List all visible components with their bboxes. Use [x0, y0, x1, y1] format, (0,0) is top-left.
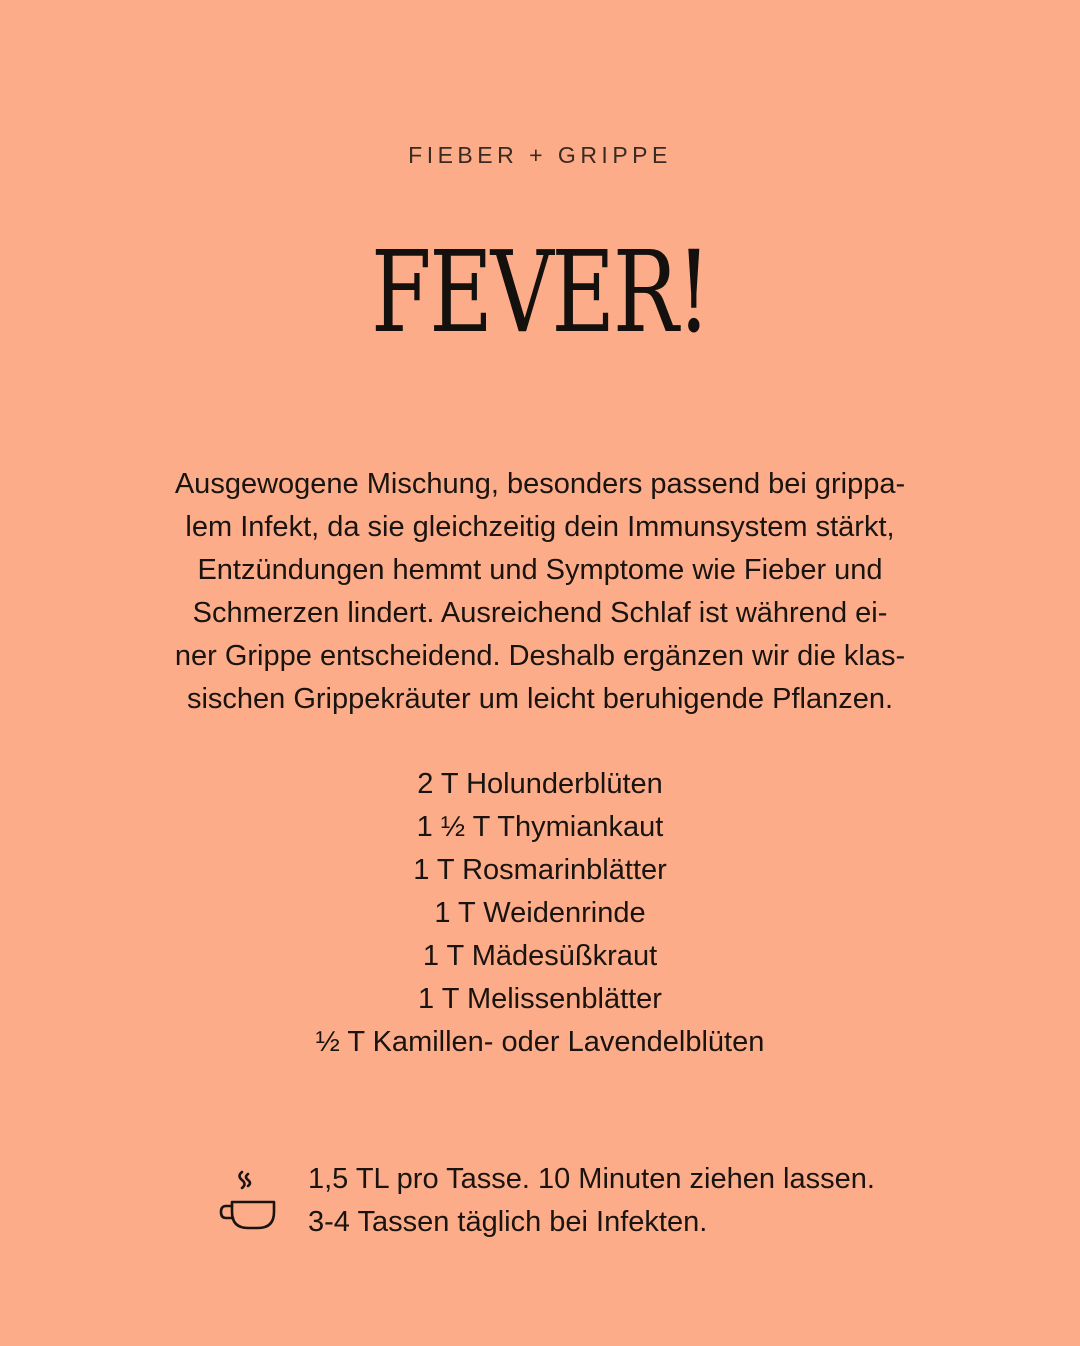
description-line: ner Grippe entscheidend. Deshalb ergänzen wir die klas-: [174, 640, 906, 672]
page-title: FEVER!: [370, 228, 710, 358]
description-line: Ausgewogene Mischung, besonders passend bei grippa-: [174, 468, 906, 500]
instruction-text: [308, 1158, 875, 1244]
ingredient-item: 1 T Rosmarinblätter: [413, 854, 667, 886]
ingredient-item: 2 T Holunderblüten: [417, 768, 663, 800]
ingredient-item: 1 T Mädesüßkraut: [422, 940, 658, 972]
brewing-instructions: [218, 1158, 938, 1248]
ingredient-item: 1 ½ T Thymiankaut: [416, 811, 664, 843]
category-label: FIEBER + GRIPPE: [408, 142, 672, 168]
description-line: Entzündungen hemmt und Symptome wie Fieber und: [197, 554, 883, 586]
description-line: lem Infekt, da sie gleichzeitig dein Immunsystem stärkt,: [185, 511, 895, 543]
description-line: Schmerzen lindert. Ausreichend Schlaf ist während ei-: [192, 597, 888, 629]
ingredient-item: ½ T Kamillen- oder Lavendelblüten: [315, 1026, 765, 1058]
ingredient-item: 1 T Melissenblätter: [418, 983, 662, 1015]
description-line: sischen Grippekräuter um leicht beruhigende Pflanzen.: [186, 683, 894, 715]
ingredient-list: [0, 763, 1080, 1064]
description: [150, 463, 930, 721]
tea-cup-icon: [218, 1164, 278, 1230]
instruction-line-frequency: 3-4 Tassen täglich bei Infekten.: [308, 1206, 708, 1238]
instruction-line-dosage: 1,5 TL pro Tasse. 10 Minuten ziehen lassen.: [308, 1163, 875, 1195]
ingredient-item: 1 T Weidenrinde: [434, 897, 646, 929]
